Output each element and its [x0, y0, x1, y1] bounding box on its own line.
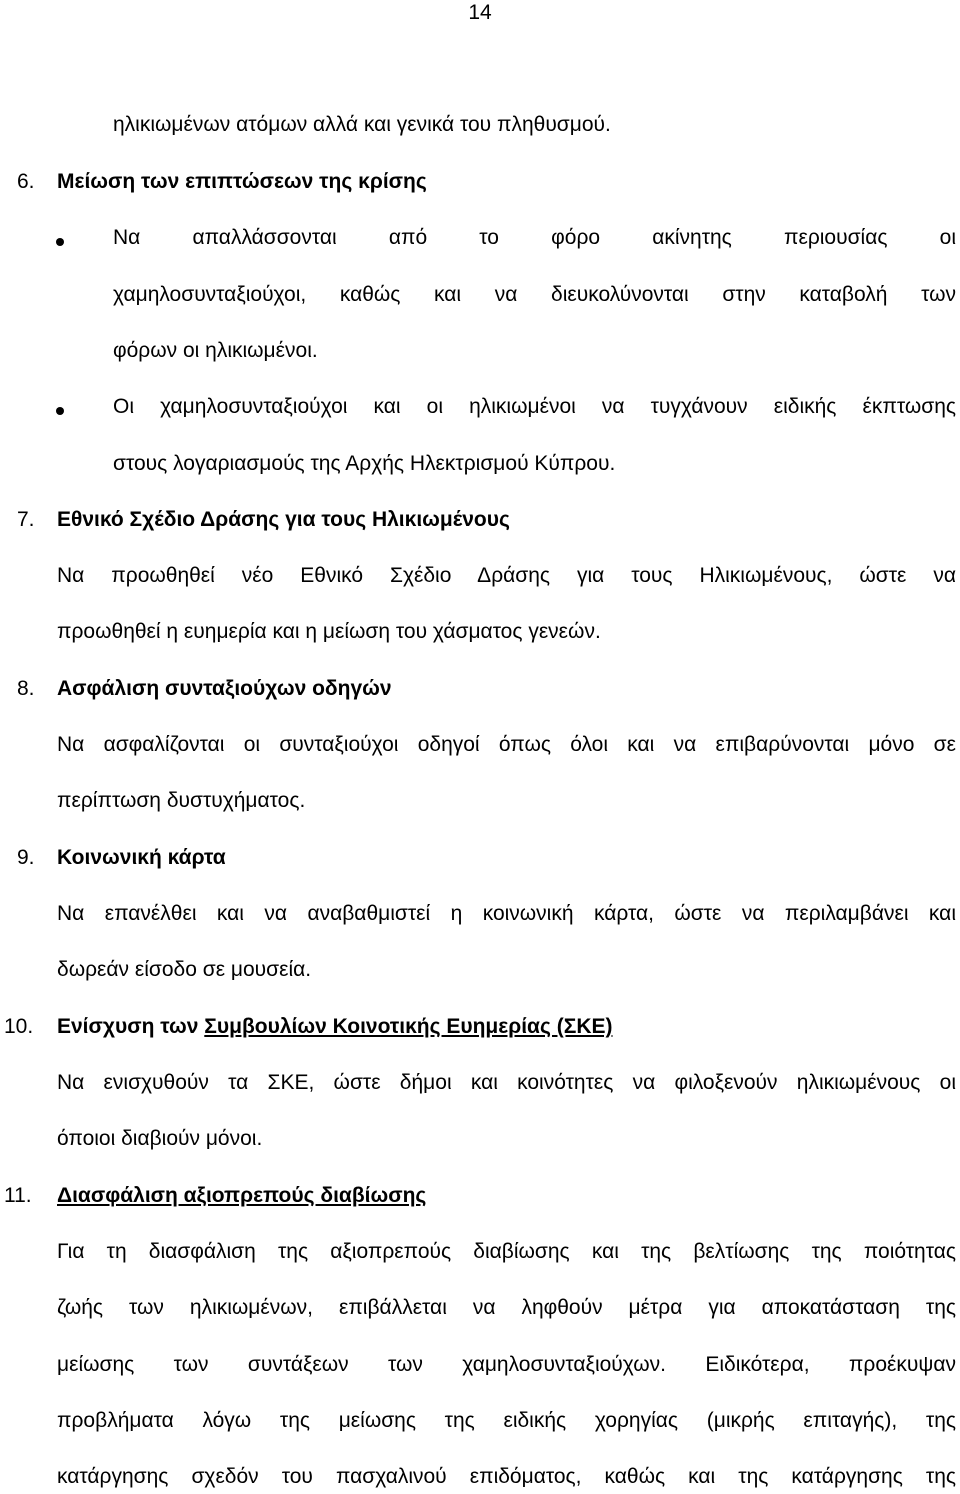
- section-heading: [57, 1013, 612, 1041]
- paragraph-line: ζωής των ηλικιωμένων, επιβάλλεται να ληφθούν μέτρα για αποκατάσταση της: [57, 1296, 956, 1319]
- paragraph-line: Να ασφαλίζονται οι συνταξιούχοι οδηγοί όπως όλοι και να επιβαρύνονται μόνο σε: [57, 733, 956, 756]
- page-number: 14: [468, 1, 492, 24]
- section-heading-part-underlined: Συμβουλίων Κοινοτικής Ευημερίας (ΣΚΕ): [204, 1015, 613, 1038]
- paragraph-line: Να επανέλθει και να αναβαθμιστεί η κοινωνική κάρτα, ώστε να περιλαμβάνει και: [57, 902, 956, 925]
- section-number: 7.: [17, 508, 35, 531]
- paragraph-line: Να προωθηθεί νέο Εθνικό Σχέδιο Δράσης για τους Ηλικιωμένους, ώστε να: [57, 564, 956, 587]
- paragraph-line: Να ενισχυθούν τα ΣΚΕ, ώστε δήμοι και κοινότητες να φιλοξενούν ηλικιωμένους οι: [57, 1071, 956, 1094]
- paragraph-line: μείωσης των συντάξεων των χαμηλοσυνταξιούχων. Ειδικότερα, προέκυψαν: [57, 1353, 956, 1376]
- bullet-text-line: Να απαλλάσσονται από το φόρο ακίνητης περιουσίας οι: [113, 226, 956, 249]
- paragraph-line: κατάργησης σχεδόν του πασχαλινού επιδόματος, καθώς και της κατάργησης της: [57, 1465, 956, 1488]
- section-heading: Διασφάλιση αξιοπρεπούς διαβίωσης: [57, 1184, 427, 1207]
- bullet-icon: [56, 407, 64, 415]
- section-heading: Εθνικό Σχέδιο Δράσης για τους Ηλικιωμένους: [57, 508, 510, 531]
- bullet-text-line: στους λογαριασμούς της Αρχής Ηλεκτρισμού Κύπρου.: [113, 452, 616, 475]
- paragraph-line: όποιοι διαβιούν μόνοι.: [57, 1127, 263, 1150]
- section-heading: Κοινωνική κάρτα: [57, 846, 226, 869]
- bullet-text-line: φόρων οι ηλικιωμένοι.: [113, 339, 318, 362]
- paragraph-line: δωρεάν είσοδο σε μουσεία.: [57, 958, 312, 981]
- bullet-icon: [56, 238, 64, 246]
- section-number: 10.: [4, 1015, 34, 1038]
- paragraph-line: Για τη διασφάλιση της αξιοπρεπούς διαβίωσης και της βελτίωσης της ποιότητας: [57, 1240, 956, 1263]
- bullet-text-line: χαμηλοσυνταξιούχοι, καθώς και να διευκολύνονται στην καταβολή των: [113, 283, 956, 306]
- section-heading: Ασφάλιση συνταξιούχων οδηγών: [57, 677, 392, 700]
- paragraph-line: προωθηθεί η ευημερία και η μείωση του χάσματος γενεών.: [57, 620, 601, 643]
- section-heading-part: Ενίσχυση των: [57, 1015, 199, 1038]
- section-number: 11.: [4, 1184, 32, 1207]
- section-heading: Μείωση των επιπτώσεων της κρίσης: [57, 170, 427, 193]
- section-number: 9.: [17, 846, 35, 869]
- paragraph-line: περίπτωση δυστυχήματος.: [57, 789, 306, 812]
- section-number: 8.: [17, 677, 35, 700]
- paragraph-line: προβλήματα λόγω της μείωσης της ειδικής χορηγίας (μικρής επιταγής), της: [57, 1409, 956, 1432]
- intro-line: ηλικιωμένων ατόμων αλλά και γενικά του πληθυσμού.: [113, 113, 611, 136]
- section-number: 6.: [17, 170, 35, 193]
- bullet-text-line: Οι χαμηλοσυνταξιούχοι και οι ηλικιωμένοι να τυγχάνουν ειδικής έκπτωσης: [113, 395, 956, 418]
